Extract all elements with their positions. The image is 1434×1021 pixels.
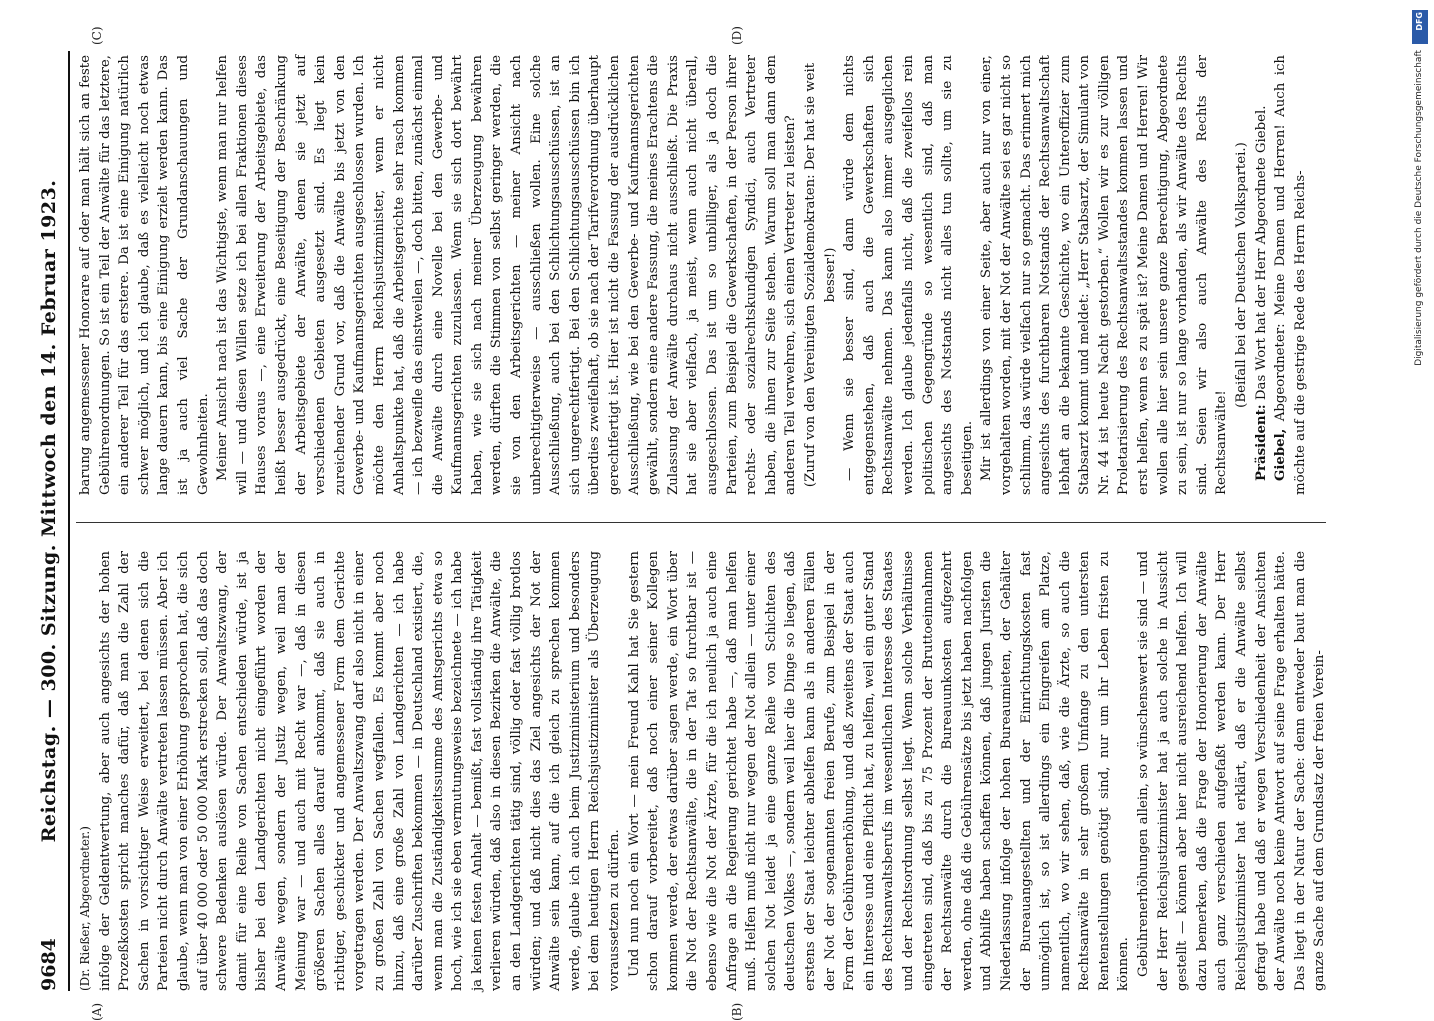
paragraph: — Wenn sie besser sind, dann würde dem nichts entgegenstehen, daß auch die Gewerkschaften sich Rechtsanwälte nehmen. Das kann also immer ausgeglichen werden. Ich glaube jedenfalls nicht, daß die zweifellos rein politischen Gegengründe so wesentlich sind, daß man angesichts des Notstands nicht alles tun sollte, um sie zu beseitigen.: [842, 55, 975, 495]
speaker-attribution: (Dr. Rießer, Abgeordneter.): [78, 826, 92, 991]
paragraph: Meiner Ansicht nach ist das Wichtigste, wenn man nur helfen will — und diesen Willen setze ich bei allen Fraktionen dieses Hauses voraus —, eine Erweiterung der Arbeitsgebiete, das heißt besser ausgedrückt, eine Beseitigung der Beschränkung der Arbeitsgebiete der Anwälte, denen sie jetzt auf verschiedenen Gebieten ausgesetzt sind. Es liegt kein zureichender Grund vor, daß die Anwälte bis jetzt von den Gewerbe- und Kaufmannsgerichten ausgeschlossen wurden. Ich möchte den Herrn Reichsjustizminister, wenn er nicht Anhaltspunkte hat, daß die Arbeitsgerichte sehr rasch kommen — ich bezweifle das einstweilen —, doch bitten, zunächst einmal die Anwälte durch eine Novelle bei den Gewerbe- und Kaufmannsgerichten zuzulassen. Wenn sie sich dort bewährt haben, wie sie sich nach meiner Überzeugung bewähren werden, dürften die Stimmen von selbst geringer werden, die sie von den Arbeitsgerichten — meiner Ansicht nach unberechtigterweise — ausschließen wollen. Eine solche Ausschließung, auch bei den Schlichtungsausschüssen, ist an sich ungerechtfertigt. Bei den Schlichtungsausschüssen bin ich überdies zweifelhaft, ob sie nach der Tarifverordnung überhaupt gerechtfertigt ist. Hier ist nicht die Fassung der ausdrücklichen Ausschließung, wie bei den Gewerbe- und Kaufmannsgerichten gewählt, sondern eine andere Fassung, die meines Erachtens die Zulassung der Anwälte durchaus nicht ausschließt. Die Praxis hat sie aber vielfach, ja meist, wenn auch nicht überall, ausgeschlossen. Das ist um so unbilliger, als ja doch die Parteien, zum Beispiel die Gewerkschaften, in der Person ihrer rechts- oder sozialrechtskundigen Syndici, auch Vertreter haben, die ihnen zur Seite stehen. Warum soll man dann dem anderen Teil verwehren, sich einen Vertreter zu leisten?: [215, 55, 799, 495]
page-header: [32, 51, 70, 991]
interjection: (Zuruf von den Vereinigten Sozialdemokraten: Der hat sie weit besser!): [802, 62, 838, 488]
paragraph: infolge der Geldentwertung, aber auch angesichts der hohen Prozeßkosten spricht manches dafür, daß man die Zahl der Sachen in vorsichtiger Weise erweitert, bei denen sich die Parteien nicht durch Anwälte vertreten lassen müssen. Aber ich glaube, wenn man von einer Erhöhung gesprochen hat, die sich auf über 40 000 oder 50 000 Mark erstrecken soll, daß das doch schwere Bedenken auslösen würde. Der Anwaltszwang, der damit für eine Reihe von Sachen entschieden würde, ist ja bisher bei den Landgerichten nicht eingeführt worden der Anwälte wegen, sondern der Justiz wegen, weil man der Meinung war — und auch mit Recht war —, daß in diesen größeren Sachen alles darauf ankommt, daß sie auch in richtiger, geschickter und angemessener Form dem Gerichte vorgetragen werden. Der Anwaltszwang darf also nicht in einer zu großen Zahl von Sachen wegfallen. Es kommt aber noch hinzu, daß eine große Zahl von Landgerichten — ich habe darüber Zuschriften bekommen — in Deutschland existiert, die, wenn man die Zuständigkeitssumme des Amtsgerichts etwa so hoch, wie ich sie eben vermutungsweise bezeichnete — ich habe ja keinen festen Anhalt — bemißt, fast vollständig ihre Tätigkeit verlieren würden, daß also in diesen Bezirken die Anwälte, die an den Landgerichten tätig sind, völlig oder fast völlig brotlos würden; und daß nicht dies das Ziel angesichts der Not der Anwälte sein kann, auf die ich gleich zu sprechen kommen werde, glaube ich auch beim Justizministerium und besonders bei dem heutigen Herrn Reichsjustizminister als Überzeugung voraussetzen zu dürfen.: [97, 551, 623, 991]
right-column: [76, 55, 1326, 495]
applause-note: (Beifall bei der Deutschen Volkspartei.): [1234, 142, 1250, 408]
president-label: Präsident:: [1253, 404, 1269, 481]
paragraph: Mir ist allerdings von einer Seite, aber auch nur von einer, vorgehalten worden, mit der Not der Anwälte sei es gar nicht so schlimm, das würde vielfach nur so gemacht. Das erinnert mich angesichts des furchtbaren Notstands der Rechtsanwaltschaft lebhaft an die bekannte Geschichte, wo ein Unteroffizier zum Stabsarzt kommt und meldet: „Herr Stabsarzt, der Simulant von Nr. 44 ist heute Nacht gestorben.“ Wollen wir es zur völligen Proletarisierung des Rechtsanwaltsstandes kommen lassen und erst helfen, wenn es zu spät ist? Meine Damen und Herren! Wir wollen alle hier sein unsere ganze Berechtigung, Abgeordnete zu sein, ist nur so lange vorhanden, als wir Anwälte des Rechts sind. Seien wir also auch Anwälte des Rechts der Rechtsanwälte!: [979, 55, 1230, 495]
page-number: 9684: [38, 938, 60, 991]
digitization-credit: [1412, 10, 1428, 990]
paragraph: Gebührenerhöhungen allein, so wünschenswert sie sind — und der Herr Reichsjustizminister hat ja auch solche in Aussicht gestellt — können aber hier nicht ausreichend helfen. Ich will dazu bemerken, daß die Frage der Honorierung der Anwälte auch ganz verschieden aufgefaßt werden kann. Der Herr Reichsjustizminister hat erklärt, daß er die Anwälte selbst gefragt habe und daß er wegen Verschiedenheit der Ansichten der Anwälte noch keine Antwort auf seine Frage erhalten hätte. Das liegt in der Natur der Sache: denn entweder baut man die ganze Sache auf dem Grundsatz der freien Verein-: [1136, 551, 1328, 991]
paragraph: barung angemessener Honorare auf oder man hält sich an feste Gebührenordnungen. So ist ein Teil der Anwälte für das letztere, ein anderer Teil für das erstere. Da ist eine Einigung natürlich schwer möglich, und ich glaube, daß es vielleicht noch etwas lange dauern kann, bis eine Einigung erzielt werden kann. Das ist ja auch viel Sache der Grundanschauungen und Gewohnheiten.: [78, 55, 211, 495]
giebel-label: Giebel,: [1273, 428, 1289, 481]
president-text: Das Wort hat der Herr Abgeordnete Giebel.: [1253, 105, 1269, 401]
margin-marker-a: (A): [90, 1002, 104, 1021]
giebel-line: [1271, 55, 1310, 495]
dfg-logo-icon: DFG: [1412, 10, 1428, 44]
president-line: [1252, 55, 1272, 495]
page-title: Reichstag. — 300. Sitzung. Mittwoch den 14. Februar 1923.: [38, 179, 60, 843]
document-page: [30, 5, 1330, 1021]
margin-marker-c: (C): [90, 26, 104, 45]
left-column: [76, 551, 1326, 991]
margin-marker-d: (D): [730, 26, 744, 45]
paragraph: Und nun noch ein Wort — mein Freund Kahl hat Sie gestern schon darauf vorbereitet, daß noch einer seiner Kollegen kommen werde, der etwas darüber sagen werde, ein Wort über die Not der Rechtsanwälte, die in der Tat so furchtbar ist — ebenso wie die Not der Ärzte, für die ich neulich ja auch eine Anfrage an die Regierung gerichtet habe —, daß man helfen muß. Helfen muß nicht nur wegen der Not allein — unter einer solchen Not leidet ja eine ganze Reihe von Schichten des deutschen Volkes —, sondern weil hier die Dinge so liegen, daß erstens der Staat leichter abhelfen kann als in anderen Fällen der Not der sogenannten freien Berufe, zum Beispiel in der Form der Gebührenerhöhung, und daß zweitens der Staat auch ein Interesse und eine Pflicht hat, zu helfen, weil ein guter Stand des Rechtsanwaltsberufs im wesentlichen Interesse des Staates und der Rechtsordnung selbst liegt. Wenn solche Verhältnisse eingetreten sind, daß bis zu 75 Prozent der Bruttoeinnahmen der Rechtsanwälte durch die Bureauunkosten aufgezehrt werden, ohne daß die Gebührensätze bis jetzt haben nachfolgen und Abhilfe haben schaffen können, daß jungen Juristen die Niederlassung infolge der hohen Bureaumieten, der Gehälter der Bureauangestellten und der Einrichtungskosten fast unmöglich ist, so ist allerdings ein Eingreifen am Platze, namentlich, wo wir sehen, daß, wie die Ärzte, so auch die Rechtsanwälte in sehr großem Umfange zu den untersten Rentenstellungen genötigt sind, nur um ihr Leben fristen zu können.: [626, 550, 1132, 991]
giebel-text: Abgeordneter: Meine Damen und Herren! Auch ich möchte auf die gestrige Rede des Herrn Reichs-: [1273, 55, 1308, 495]
margin-marker-b: (B): [730, 1002, 744, 1021]
credit-text: Digitalisierung gefördert durch die Deutsche Forschungsgemeinschaft: [1414, 50, 1424, 366]
column-divider: [76, 522, 1326, 523]
